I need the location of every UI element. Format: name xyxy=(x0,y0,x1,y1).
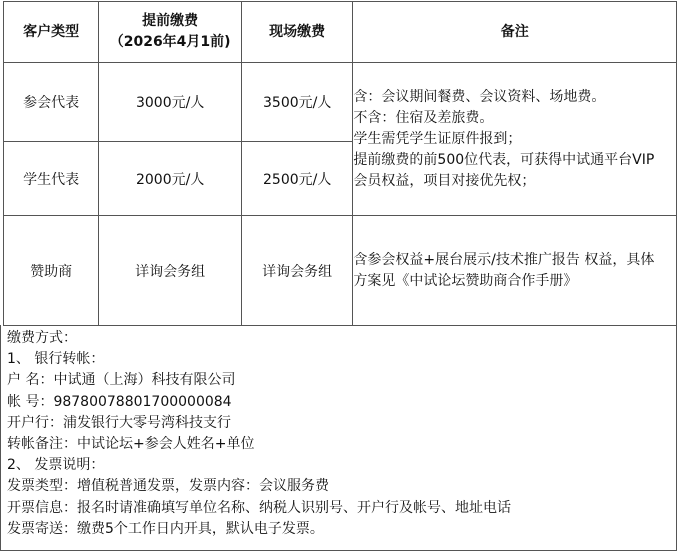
note-line: 含：会议期间餐费、会议资料、场地费。 xyxy=(353,88,606,105)
header-notes: 备注 xyxy=(353,2,677,63)
invoice-info: 开票信息：报名时请准确填写单位名称、纳税人识别号、开户行及帐号、地址电话 xyxy=(7,499,511,516)
note-line: 方案见《中试论坛赞助商合作手册》 xyxy=(353,272,578,289)
fee-table xyxy=(3,1,677,326)
account-number: 帐 号：9878007880170000008​4 xyxy=(7,393,232,410)
note-line: 含参会权益+展台展示/技术推广报告 权益，具体 xyxy=(353,251,655,268)
note-delegates-students xyxy=(353,63,677,216)
row-onsite-fee: 详询会务组 xyxy=(241,216,352,326)
bank-branch: 开户行：浦发银行大零号湾科技支行 xyxy=(7,414,231,431)
row-early-fee: 3000元/人 xyxy=(99,63,242,142)
payment-method-heading: 缴费方式： xyxy=(7,330,77,346)
note-line: 提前缴费的前500位代表，可获得中试通平台VIP xyxy=(353,151,655,168)
payment-info-section xyxy=(0,325,677,551)
invoice-delivery: 发票寄送：缴费5个工作日内开具，默认电子发票。 xyxy=(7,520,324,537)
account-name: 户 名：中试通（上海）科技有限公司 xyxy=(7,372,236,389)
header-early-fee xyxy=(99,2,242,63)
row-early-fee: 详询会务组 xyxy=(99,216,242,326)
row-early-fee: 2000元/人 xyxy=(99,142,242,216)
table-header-row xyxy=(4,2,677,63)
table-row xyxy=(4,216,677,326)
header-onsite-fee: 现场缴费 xyxy=(241,2,352,63)
row-onsite-fee: 2500元/人 xyxy=(241,142,352,216)
header-customer-type: 客户类型 xyxy=(4,2,99,63)
note-line: 不含：住宿及差旅费。 xyxy=(353,109,494,126)
header-early-fee-line2: （2026年4月1前) xyxy=(109,34,231,50)
note-line: 学生需凭学生证原件报到； xyxy=(353,130,522,147)
transfer-remark: 转帐备注：中试论坛+参会人姓名+单位 xyxy=(7,436,255,453)
table-row xyxy=(4,63,677,142)
note-line: 会员权益，项目对接优先权； xyxy=(353,172,536,189)
note-sponsor xyxy=(353,216,677,326)
header-early-fee-line1: 提前缴费 xyxy=(142,13,199,29)
row-onsite-fee: 3500元/人 xyxy=(241,63,352,142)
row-type: 学生代表 xyxy=(4,142,99,216)
row-type: 赞助商 xyxy=(4,216,99,326)
invoice-type: 发票类型：增值税普通发票，发票内容：会议服务费 xyxy=(7,478,329,495)
row-type: 参会代表 xyxy=(4,63,99,142)
invoice-heading: 2、 发票说明： xyxy=(7,457,105,474)
bank-transfer-heading: 1、 银行转帐： xyxy=(7,351,105,368)
